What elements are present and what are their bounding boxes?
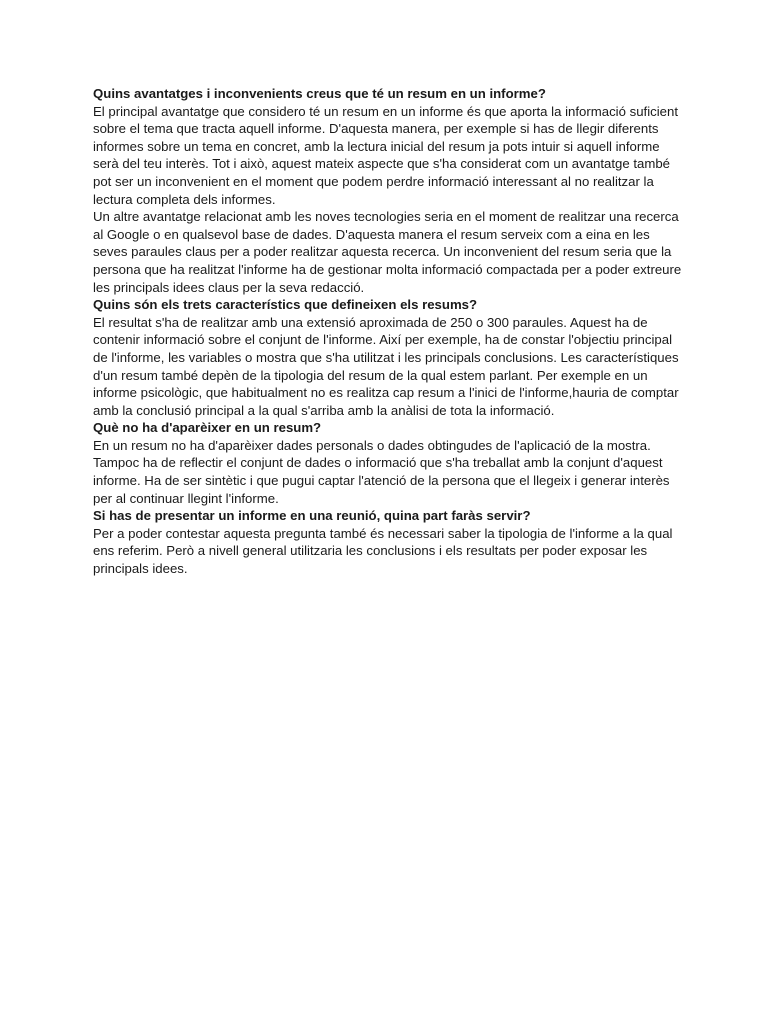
section-1-paragraph-2: Un altre avantatge relacionat amb les noves tecnologies seria en el moment de realitzar una recerca al Google o en qualsevol base de dades. D'aquesta manera el resum serveix com a eina en les seves paraules claus per a poder realitzar aquesta recerca. Un inconvenient del resum seria que la persona que ha realitzat l'informe ha de gestionar molta informació compactada per a poder extreure les principals idees claus per la seva redacció.	[93, 209, 682, 295]
section-4-paragraph-1: Per a poder contestar aquesta pregunta també és necessari saber la tipologia de l'informe a la qual ens referim. Però a nivell general utilitzaria les conclusions i els resultats per poder exposar les principals idees.	[93, 525, 673, 577]
section-1-paragraph-1: El principal avantatge que considero té un resum en un informe és que aporta la informació suficient sobre el tema que tracta aquell informe. D'aquesta manera, per exemple si has de llegir diferents informes sobre un tema en concret, amb la lectura inicial del resum ja pots intuir si aquell informe serà del teu interès. Tot i això, aquest mateix aspecte que s'ha considerat com un avantatge també pot ser un inconvenient en el moment que podem perdre informació interessant al no realitzar la lectura completa dels informes.	[93, 103, 678, 207]
section-1-question: Quins avantatges i inconvenients creus que té un resum en un informe?	[93, 86, 546, 101]
section-3-question: Què no ha d'aparèixer en un resum?	[93, 420, 322, 436]
document-body	[93, 85, 683, 578]
section-2-question: Quins són els trets característics que defineixen els resums?	[93, 297, 478, 313]
section-3-paragraph-1: En un resum no ha d'aparèixer dades personals o dades obtingudes de l'aplicació de la mostra. Tampoc ha de reflectir el conjunt de dades o informació que s'ha treballat amb la conjunt d'aquest informe. Ha de ser sintètic i que pugui captar l'atenció de la persona que el llegeix i generar interès per al continuar llegint l'informe.	[93, 437, 670, 506]
section-4-question: Si has de presentar un informe en una reunió, quina part faràs servir?	[93, 508, 531, 524]
section-2-paragraph-1: El resultat s'ha de realitzar amb una extensió aproximada de 250 o 300 paraules. Aquest ha de contenir informació sobre el conjunt de l'informe. Així per exemple, ha de constar l'objectiu principal de l'informe, les variables o mostra que s'ha utilitzat i les principals conclusions. Les característiques d'un resum també depèn de la tipologia del resum de la qual estem parlant. Per exemple en un informe psicològic, que habitualment no es realitza cap resum a l'inici de l'informe,hauria de comptar amb la conclusió principal a la qual s'arriba amb la anàlisi de tota la informació.	[93, 314, 679, 418]
